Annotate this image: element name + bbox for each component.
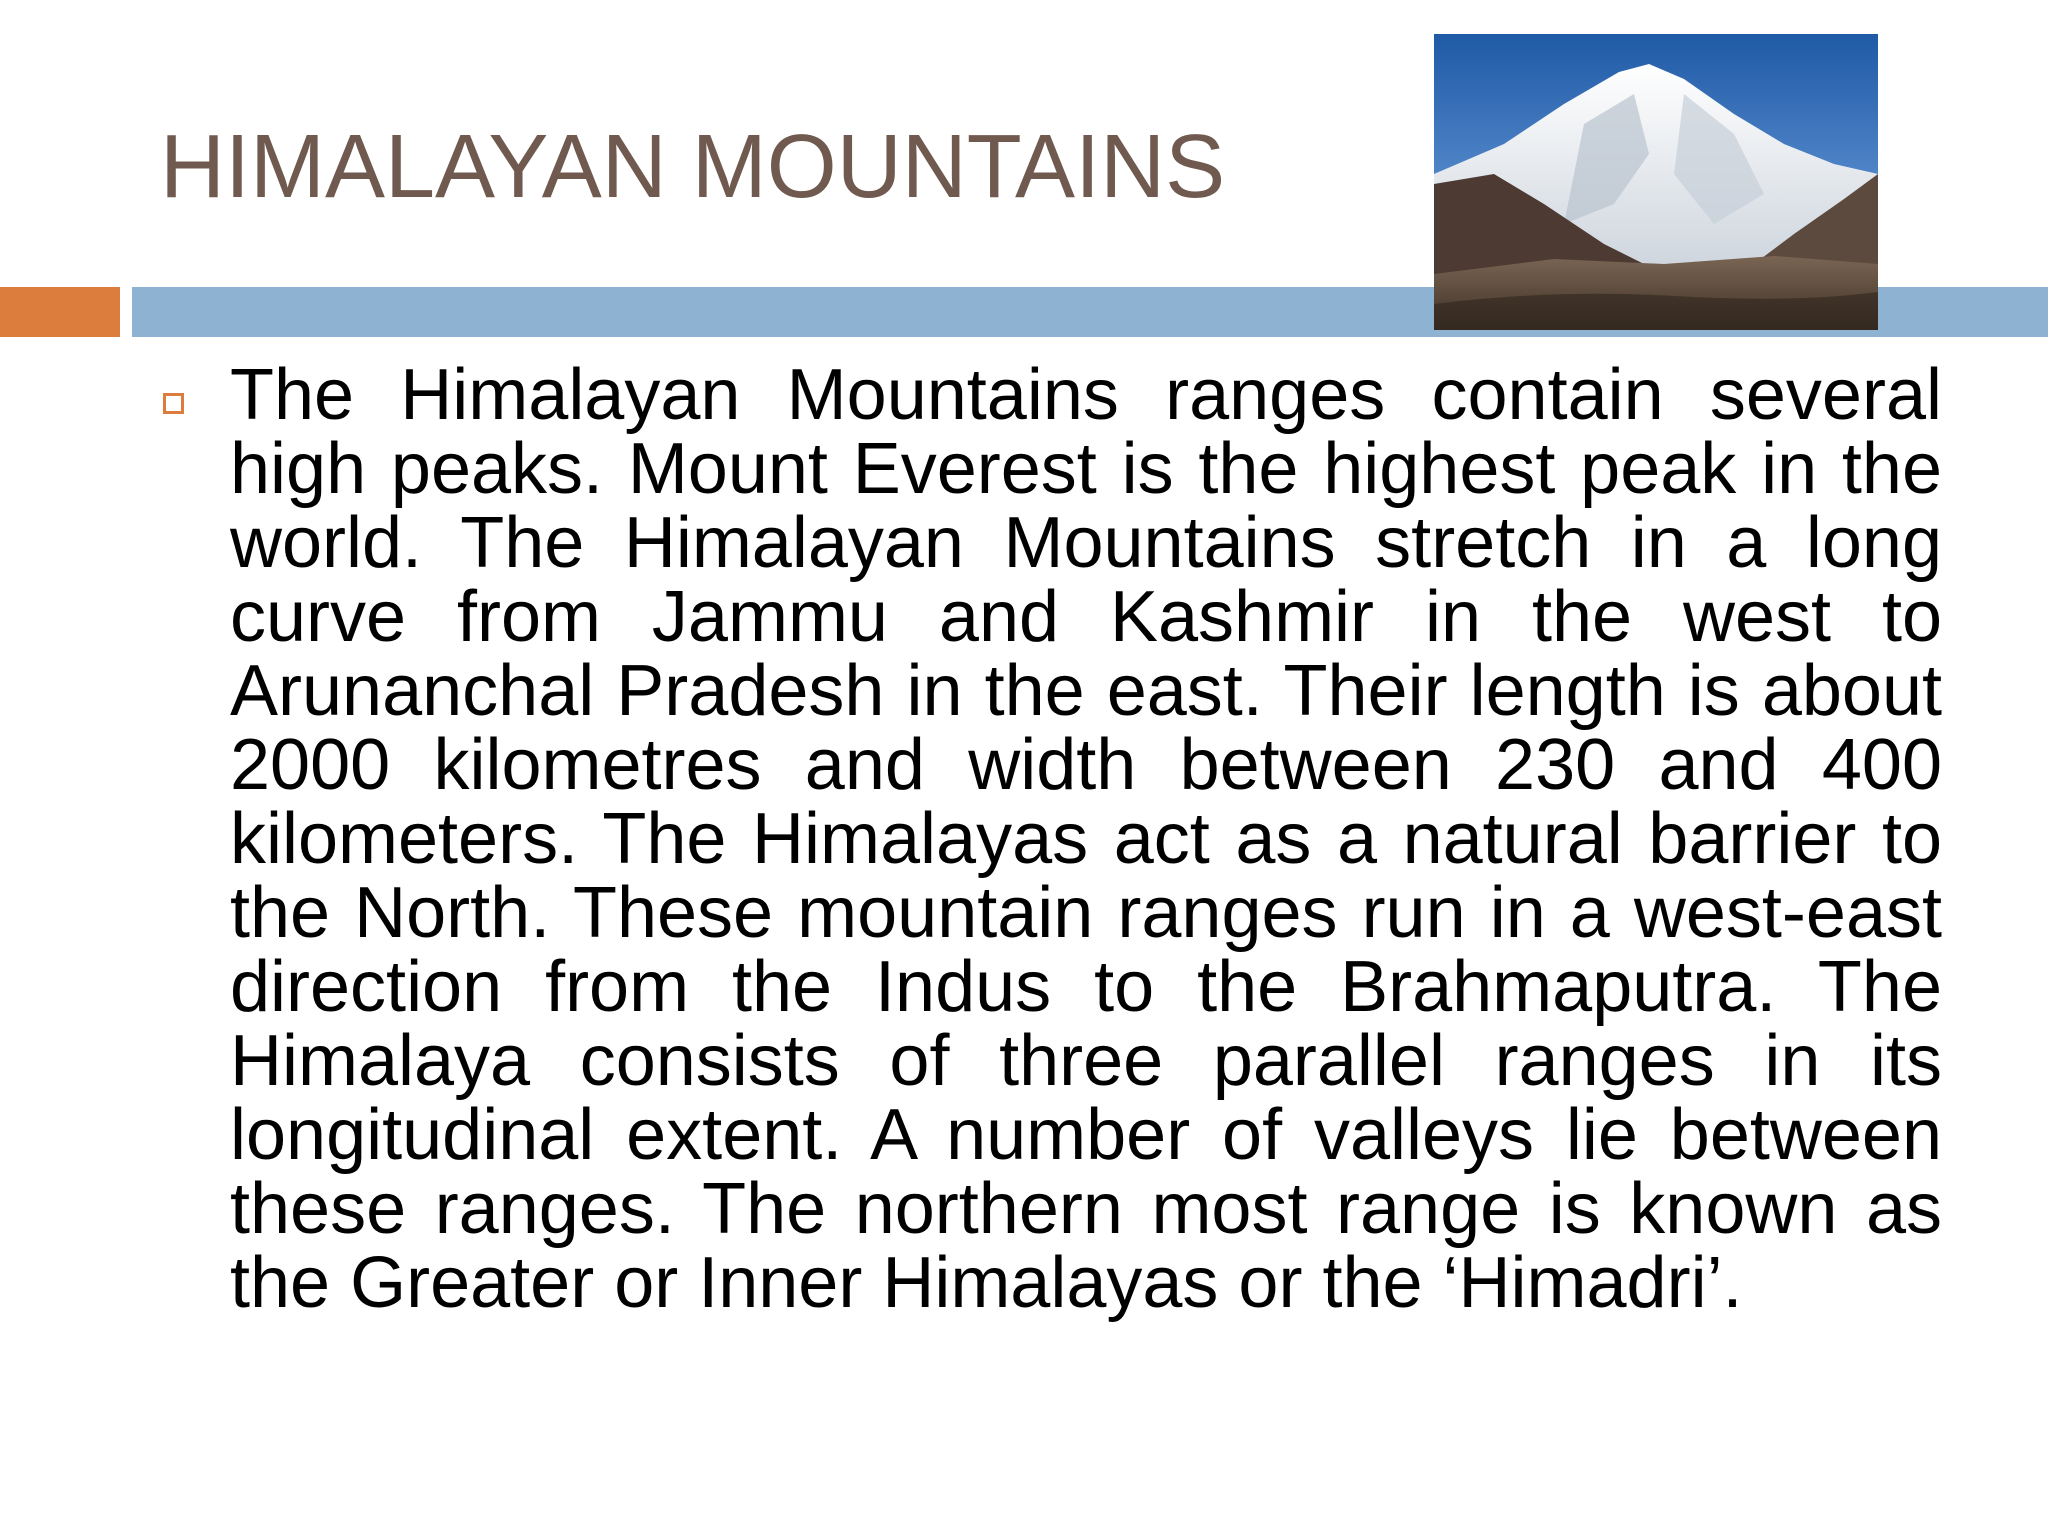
bullet-text: The Himalayan Mountains ranges contain several high peaks. Mount Everest is the highest peak in the world. The Himalayan Mountains stretch in a long curve from Jammu and Kashmir in the west to Arunanchal Pradesh in the east. Their length is about 2000 kilometres and width between 230 and 400 kilometers. The Himalayas act as a natural barrier to the North. These mountain ranges run in a west-east direction from the Indus to the Brahmaputra. The Himalaya consists of three parallel ranges in its longitudinal extent. A number of valleys lie between these ranges. The northern most range is known as the Greater or Inner Himalayas or the ‘Himadri’. [230, 355, 1942, 1323]
hollow-square-bullet-icon [163, 393, 184, 414]
accent-bar-orange [0, 287, 120, 337]
slide-title: HIMALAYAN MOUNTAINS [160, 117, 1226, 217]
mountain-photo [1434, 34, 1878, 330]
